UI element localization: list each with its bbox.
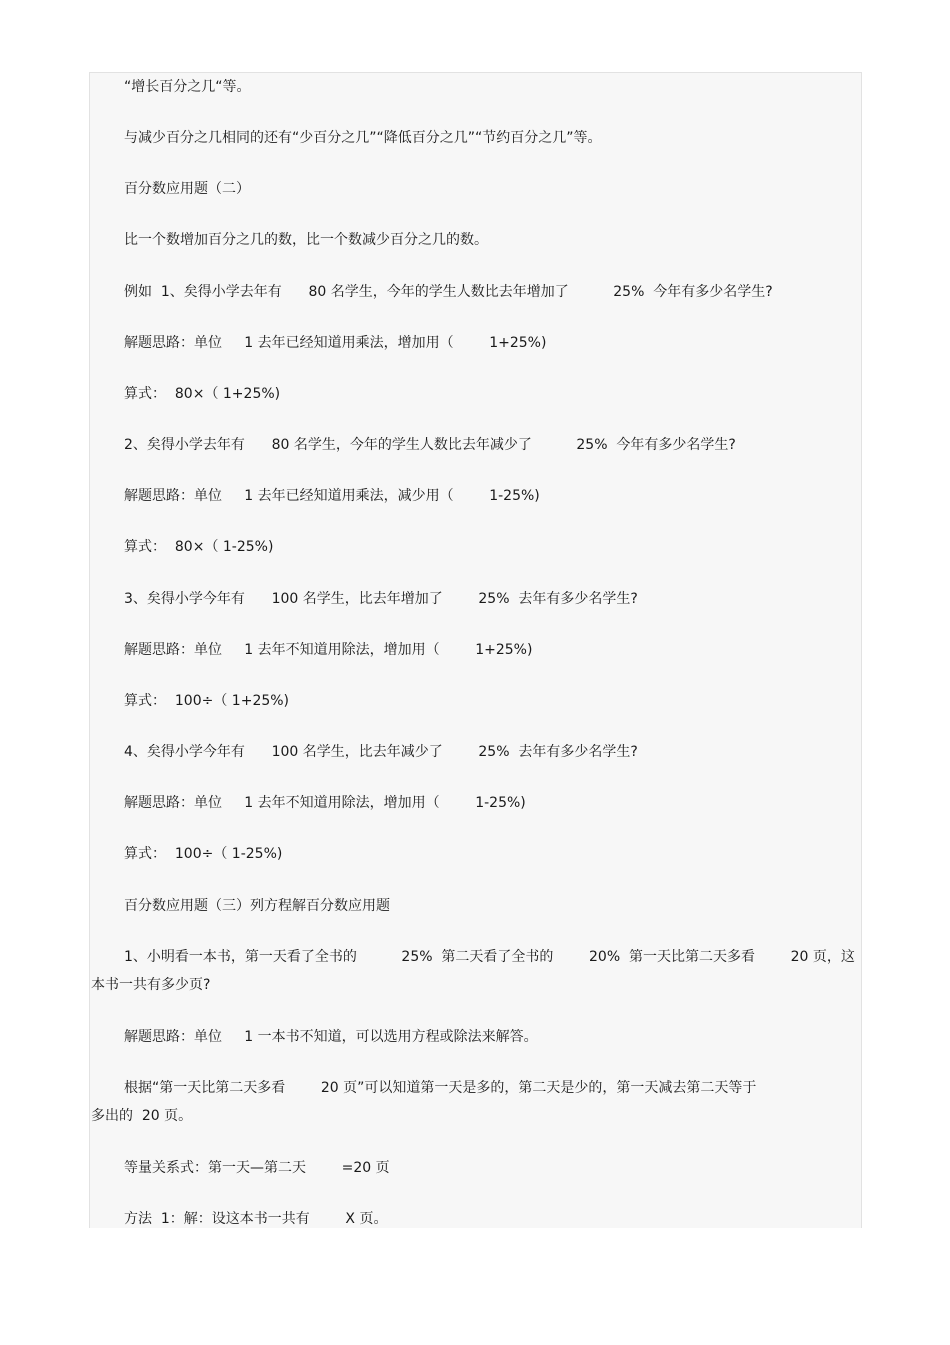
text-line: 根据“第一天比第二天多看 20 页”可以知道第一天是多的，第二天是少的，第一天减去第二天等于 [124, 1080, 757, 1096]
text-line: 解题思路：单位 1 去年不知道用除法，增加用（ 1+25%) [124, 642, 533, 658]
text-line: 解题思路：单位 1 去年已经知道用乘法，增加用（ 1+25%) [124, 335, 547, 351]
text-line: “增长百分之几“等。 [124, 79, 251, 95]
text-line: 本书一共有多少页? [91, 977, 211, 993]
text-line: 3、矣得小学今年有 100 名学生，比去年增加了 25% 去年有多少名学生? [124, 591, 638, 607]
section-heading: 百分数应用题（二） [124, 181, 250, 197]
text-line: 例如 1、矣得小学去年有 80 名学生，今年的学生人数比去年增加了 25% 今年有多少名学生? [124, 284, 773, 300]
text-line: 解题思路：单位 1 去年不知道用除法，增加用（ 1-25%) [124, 795, 526, 811]
text-line: 2、矣得小学去年有 80 名学生，今年的学生人数比去年减少了 25% 今年有多少名学生? [124, 437, 736, 453]
text-line: 多出的 20 页。 [91, 1108, 193, 1124]
text-line: 算式： 80×（ 1+25%) [124, 386, 281, 402]
text-line: 比一个数增加百分之几的数，比一个数减少百分之几的数。 [124, 232, 488, 248]
text-line: 4、矣得小学今年有 100 名学生，比去年减少了 25% 去年有多少名学生? [124, 744, 638, 760]
text-line: 等量关系式：第一天—第二天 =20 页 [124, 1160, 390, 1176]
text-line: 解题思路：单位 1 去年已经知道用乘法，减少用（ 1-25%) [124, 488, 540, 504]
text-line: 与减少百分之几相同的还有“少百分之几”“降低百分之几”“节约百分之几”等。 [124, 130, 602, 146]
text-line: 算式： 80×（ 1-25%) [124, 539, 274, 555]
text-line: 解题思路：单位 1 一本书不知道，可以选用方程或除法来解答。 [124, 1029, 538, 1045]
text-line: 1、小明看一本书，第一天看了全书的 25% 第二天看了全书的 20% 第一天比第二天多看 20 页，这 [124, 949, 855, 965]
text-line: 算式： 100÷（ 1-25%) [124, 846, 283, 862]
section-heading: 百分数应用题（三）列方程解百分数应用题 [124, 898, 390, 914]
text-line: 算式： 100÷（ 1+25%) [124, 693, 290, 709]
text-line: 方法 1：解：设这本书一共有 X 页。 [124, 1211, 388, 1227]
